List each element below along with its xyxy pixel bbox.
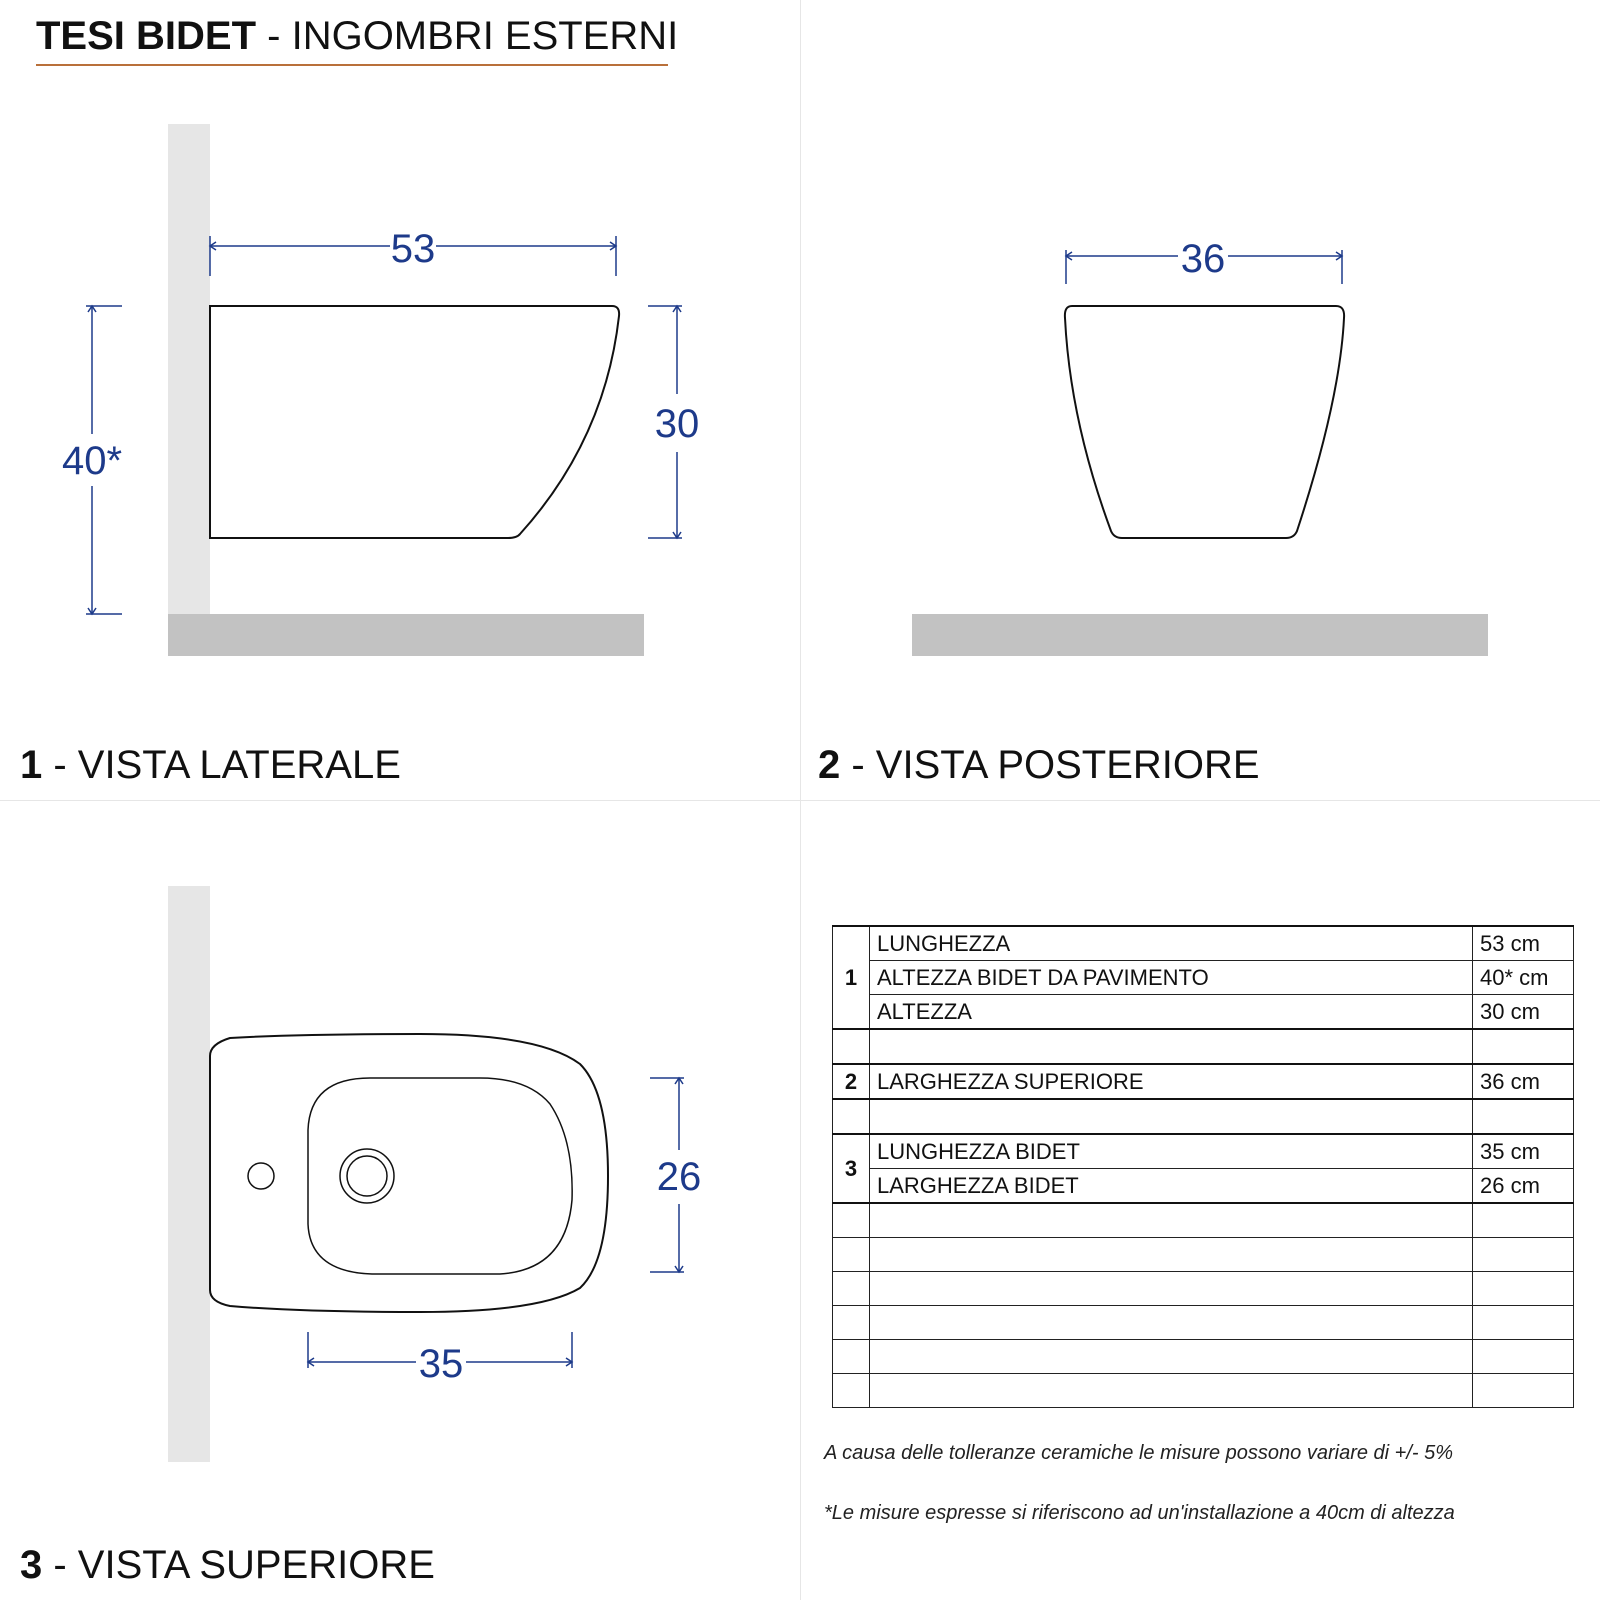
top-length-value: 35 bbox=[418, 1342, 464, 1386]
rear-view-number: 2 bbox=[818, 743, 841, 787]
rear-view-title: - VISTA POSTERIORE bbox=[840, 743, 1260, 787]
table-row bbox=[833, 1134, 1574, 1169]
row-label: LUNGHEZZA bbox=[870, 926, 1473, 961]
dimensions-table bbox=[832, 925, 1574, 1408]
tolerance-note: A causa delle tolleranze ceramiche le misure possono variare di +/- 5% bbox=[824, 1442, 1454, 1464]
table-row-empty bbox=[833, 1272, 1574, 1306]
row-value: 30 cm bbox=[1473, 995, 1574, 1030]
top-view-title: - VISTA SUPERIORE bbox=[42, 1543, 435, 1587]
row-label: LUNGHEZZA BIDET bbox=[870, 1134, 1473, 1169]
rear-floor bbox=[912, 614, 1488, 656]
row-value: 35 cm bbox=[1473, 1134, 1574, 1169]
row-label: ALTEZZA BIDET DA PAVIMENTO bbox=[870, 961, 1473, 995]
title-product: TESI BIDET bbox=[36, 14, 257, 58]
table-row bbox=[833, 961, 1574, 995]
rear-bidet-outline bbox=[1065, 306, 1344, 538]
row-value: 36 cm bbox=[1473, 1064, 1574, 1099]
side-height-value: 30 bbox=[654, 402, 700, 446]
side-bidet-outline bbox=[210, 306, 619, 538]
drain-inner bbox=[347, 1156, 387, 1196]
table-row bbox=[833, 995, 1574, 1030]
table-row-empty bbox=[833, 1029, 1574, 1064]
top-bidet-outline bbox=[210, 1034, 608, 1312]
side-view-title: - VISTA LATERALE bbox=[42, 743, 401, 787]
side-view-label bbox=[20, 742, 401, 788]
table-row-empty bbox=[833, 1306, 1574, 1340]
top-view-number: 3 bbox=[20, 1543, 43, 1587]
table-row bbox=[833, 1169, 1574, 1204]
table-row-empty bbox=[833, 1238, 1574, 1272]
side-wall bbox=[168, 124, 210, 614]
row-label: ALTEZZA bbox=[870, 995, 1473, 1030]
group-number: 1 bbox=[833, 926, 870, 1029]
rear-width-value: 36 bbox=[1180, 237, 1226, 281]
row-value: 26 cm bbox=[1473, 1169, 1574, 1204]
top-view bbox=[168, 886, 701, 1462]
side-length-value: 53 bbox=[390, 227, 436, 271]
top-width-value: 26 bbox=[656, 1155, 702, 1199]
side-view-number: 1 bbox=[20, 743, 43, 787]
title-subtitle: - INGOMBRI ESTERNI bbox=[256, 14, 679, 58]
row-label: LARGHEZZA BIDET bbox=[870, 1169, 1473, 1204]
tap-hole bbox=[248, 1163, 274, 1189]
side-floor-height-value: 40* bbox=[61, 439, 123, 483]
group-number: 3 bbox=[833, 1134, 870, 1203]
top-wall bbox=[168, 886, 210, 1462]
table-row-empty bbox=[833, 1374, 1574, 1408]
installation-note: *Le misure espresse si riferiscono ad un'installazione a 40cm di altezza bbox=[824, 1502, 1455, 1524]
row-value: 53 cm bbox=[1473, 926, 1574, 961]
table-row bbox=[833, 1064, 1574, 1099]
table-row-empty bbox=[833, 1340, 1574, 1374]
top-view-label bbox=[20, 1542, 435, 1588]
rear-view bbox=[912, 237, 1488, 656]
table-row bbox=[833, 926, 1574, 961]
row-label: LARGHEZZA SUPERIORE bbox=[870, 1064, 1473, 1099]
side-floor bbox=[168, 614, 644, 656]
table-row-empty bbox=[833, 1203, 1574, 1238]
rear-view-label bbox=[818, 742, 1260, 788]
table-row-empty bbox=[833, 1099, 1574, 1134]
side-view bbox=[62, 124, 699, 656]
group-number: 2 bbox=[833, 1064, 870, 1099]
drain-outer bbox=[340, 1149, 394, 1203]
row-value: 40* cm bbox=[1473, 961, 1574, 995]
